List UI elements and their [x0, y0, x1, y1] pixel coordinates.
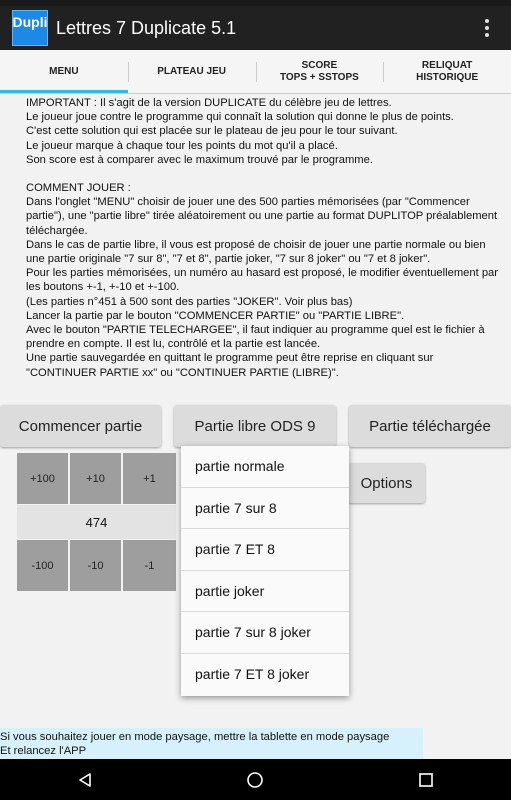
text-line: Son score est à comparer avec le maximum trouvé par le programme.: [26, 153, 373, 166]
back-icon[interactable]: [55, 759, 115, 800]
text-line: (Les parties n°451 à 500 sont des parties "JOKER". Voir plus bas): [26, 295, 353, 308]
overflow-menu-icon[interactable]: [473, 8, 501, 48]
partie-libre-button[interactable]: Partie libre ODS 9: [174, 405, 336, 447]
tab-plateau-jeu[interactable]: PLATEAU JEU: [128, 50, 256, 93]
plus-10-button[interactable]: +10: [70, 453, 121, 504]
dropdown-item-partie-normale[interactable]: partie normale: [181, 446, 349, 488]
dropdown-item-7-et-8[interactable]: partie 7 ET 8: [181, 529, 349, 571]
minus-10-button[interactable]: -10: [70, 540, 121, 591]
text-line: Dans l'onglet "MENU" choisir de jouer une des 500 parties mémorisées (par "Commencer partie"), une "partie libre" tirée aléatoirement ou une partie au format DUPLITOP préalablement téléchargée.: [26, 196, 498, 237]
game-number-value: 474: [17, 505, 176, 539]
text-line: Avec le bouton "PARTIE TELECHARGEE", il faut indiquer au programme quel est le fichier à prendre en compte. Il est lu, contrôlé et la partie est lancée.: [26, 324, 485, 351]
dropdown-item-7-et-8-joker[interactable]: partie 7 ET 8 joker: [195, 666, 310, 683]
text-line: COMMENT JOUER :: [26, 182, 131, 195]
minus-100-button[interactable]: -100: [17, 540, 68, 591]
game-number-stepper: [17, 453, 176, 591]
text-line: Dans le cas de partie libre, il vous est proposé de choisir de jouer une partie normale ou bien une partie originale "7 sur 8", "7 et 8", partie joker, "7 sur 8 joker" ou "7 et 8 joker".: [26, 238, 486, 266]
landscape-note: [0, 728, 423, 759]
dropdown-item-7-sur-8[interactable]: partie 7 sur 8: [181, 488, 349, 530]
text-line: Une partie sauvegardée en quittant le programme peut être reprise en cliquant sur "CONTINUER PARTIE xx" ou "CONTINUER PARTIE (LIBRE)".: [26, 352, 434, 379]
tab-menu[interactable]: MENU: [0, 50, 128, 93]
tab-bar: [0, 50, 511, 94]
tab-score[interactable]: SCORE TOPS + SSTOPS: [256, 50, 384, 93]
text-line: IMPORTANT : Il s'agit de la version DUPLICATE du célèbre jeu de lettres.: [26, 97, 392, 109]
text-line: Le joueur joue contre le programme qui connaît la solution qui donne le plus de points.: [26, 111, 454, 124]
app-logo: Dupli: [12, 10, 48, 46]
home-icon[interactable]: [225, 759, 285, 800]
text-line: Lancer la partie par le bouton "COMMENCER PARTIE" ou "PARTIE LIBRE".: [26, 309, 405, 322]
text-line: C'est cette solution qui est placée sur le plateau de jeu pour le tour suivant.: [26, 125, 398, 138]
app-title: Lettres 7 Duplicate 5.1: [56, 17, 237, 38]
plus-100-button[interactable]: +100: [17, 453, 68, 504]
dropdown-item-joker[interactable]: partie joker: [181, 571, 349, 613]
note-line: Si vous souhaitez jouer en mode paysage, mettre la tablette en mode paysage: [0, 731, 390, 743]
minus-1-button[interactable]: -1: [123, 540, 176, 591]
text-line: Pour les parties mémorisées, un numéro au hasard est proposé, le modifier éventuellement par les boutons +-1, +-10 et +-100.: [26, 267, 498, 294]
app-bar: [0, 6, 511, 50]
text-line: Le joueur marque à chaque tour les points du mot qu'il a placé.: [26, 139, 338, 152]
dropdown-item-7-sur-8-joker[interactable]: partie 7 sur 8 joker: [181, 612, 349, 654]
commencer-partie-button[interactable]: Commencer partie: [0, 405, 161, 447]
partie-telechargee-button[interactable]: Partie téléchargée: [349, 405, 511, 447]
instructions-text: [26, 96, 506, 380]
navigation-bar: [0, 759, 511, 800]
partie-type-dropdown: [181, 446, 349, 696]
recents-icon[interactable]: [396, 759, 456, 800]
note-line: Et relancez l'APP: [0, 745, 87, 757]
tab-reliquat[interactable]: RELIQUAT HISTORIQUE: [383, 50, 511, 93]
plus-1-button[interactable]: +1: [123, 453, 176, 504]
options-button[interactable]: Options: [348, 463, 425, 503]
